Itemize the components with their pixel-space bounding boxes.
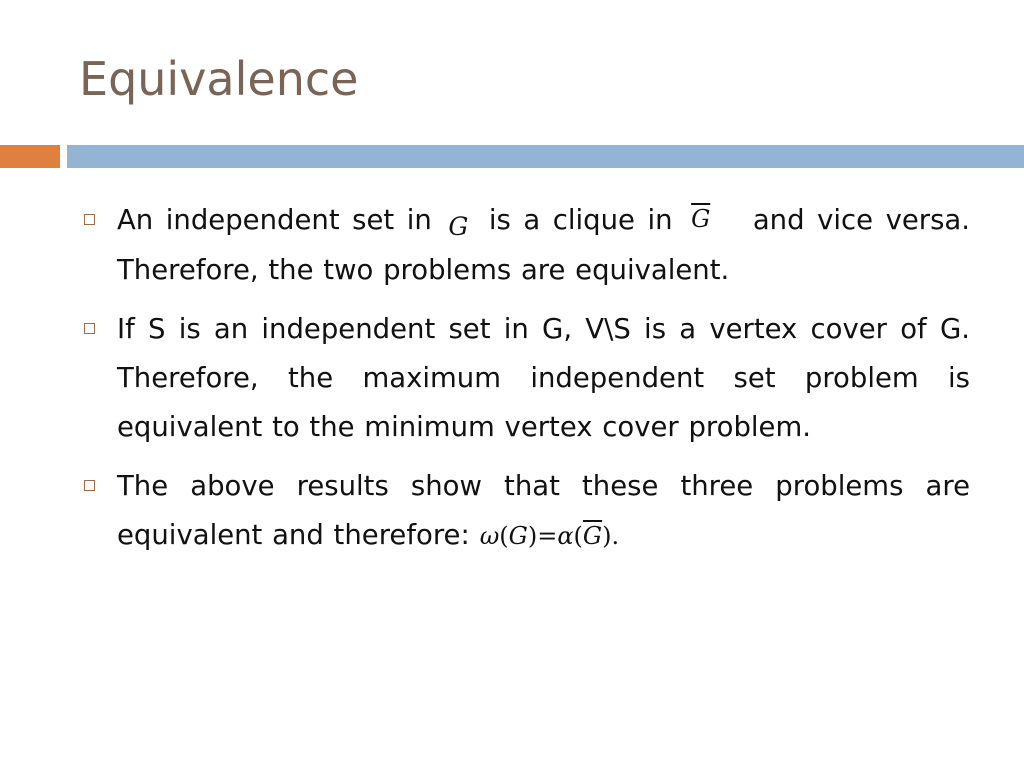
blue-title-rule: [67, 145, 1024, 168]
bullet-text-3: [117, 462, 970, 561]
formula-paren-open-1: (: [499, 522, 509, 550]
formula-omega: ω: [479, 522, 500, 550]
formula-paren-open-2: (: [573, 522, 583, 550]
square-bullet-icon: [84, 480, 95, 491]
slide-title: Equivalence: [79, 52, 359, 106]
bullet-3-text: The above results show that these three problems are equivalent and therefore:: [117, 470, 970, 551]
math-symbol-g-complement: $\overline{G}$: [691, 205, 711, 233]
square-bullet-icon: [84, 323, 95, 334]
bullet-1-text-after: and vice versa. Therefore, the two problems are equivalent.: [117, 204, 971, 286]
formula-g-complement: $\overline{G}$: [582, 522, 603, 550]
bullet-item-2: [84, 305, 970, 452]
bullet-item-3: [84, 462, 970, 561]
formula-g-1: G: [508, 522, 528, 550]
math-symbol-g: G: [448, 212, 469, 241]
formula-clique-independence: [480, 522, 619, 550]
formula-equals: =: [537, 522, 558, 550]
bullet-item-1: [84, 196, 970, 295]
square-bullet-icon: [84, 214, 95, 225]
orange-accent-bar: [0, 145, 60, 168]
bullet-1-text-before: An independent set in: [117, 204, 432, 236]
bullet-1-text-middle: is a clique in: [488, 204, 673, 236]
formula-alpha: α: [557, 522, 574, 550]
bullet-text-2: If S is an independent set in G, V\S is a vertex cover of G. Therefore, the maximum independent set problem is equivalent to the minimum vertex cover problem.: [117, 313, 970, 443]
bullet-list: [84, 196, 970, 571]
formula-paren-close-1: ): [527, 522, 538, 550]
formula-paren-close-2: ).: [602, 522, 620, 550]
bullet-text-1: [117, 196, 970, 295]
